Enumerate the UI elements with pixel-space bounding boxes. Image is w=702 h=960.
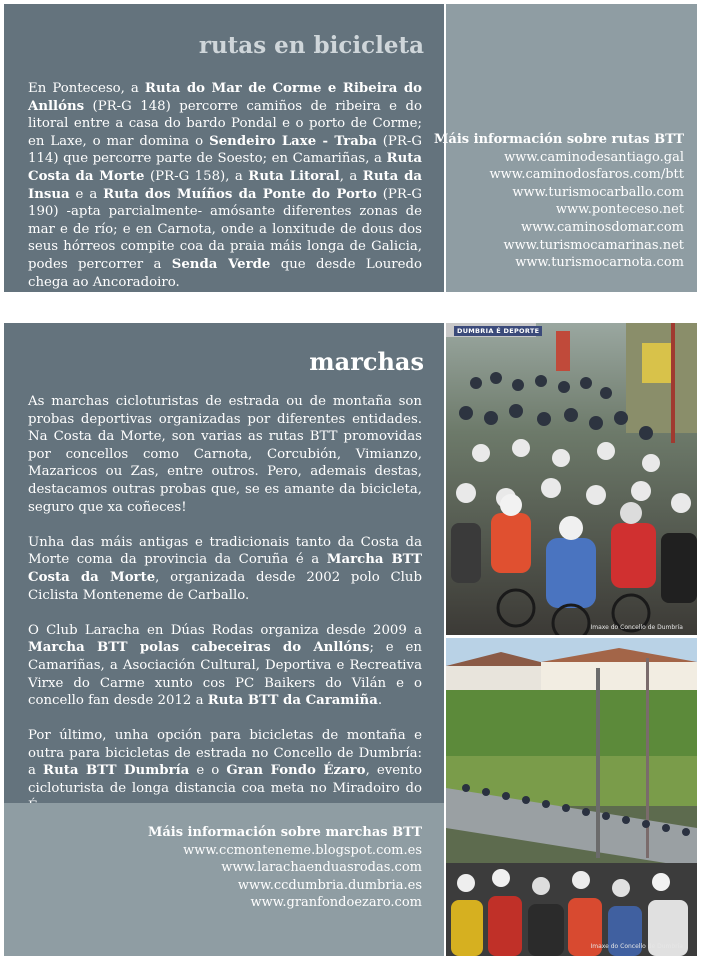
marchas-link[interactable]: www.larachaenduasrodas.com	[221, 860, 422, 876]
marchas-link[interactable]: www.ccdumbria.dumbria.es	[237, 877, 422, 893]
rutas-paragraph	[28, 80, 422, 309]
rutas-link[interactable]: www.caminodosfaros.com/btt	[489, 167, 684, 183]
road-race-illustration	[446, 638, 697, 956]
rutas-link[interactable]: www.turismocarballo.com	[512, 184, 684, 200]
bold-run: Ruta BTT da Caramiña	[207, 693, 378, 709]
cyclists-race-photo	[446, 323, 697, 635]
marchas-paragraph: O Club Laracha en Dúas Rodas organiza desde 2009 a Marcha BTT polas cabeceiras do Anllóns; e en Camariñas, a Asociación Cultural, Deportiva e Recreativa Virxe do Carme xunto cos PC Baikers do Vilán e o concello fan desde 2012 a Ruta BTT da Caramiña.	[28, 622, 422, 709]
marchas-info-panel	[4, 803, 444, 956]
marchas-link[interactable]: www.ccmonteneme.blogspot.com.es	[183, 842, 422, 858]
bold-run: Ruta Litoral	[248, 168, 340, 184]
marchas-text	[28, 393, 422, 833]
road-race-photo	[446, 638, 697, 956]
marchas-info-title: Máis información sobre marchas BTT	[147, 825, 422, 840]
bold-run: Senda Verde	[171, 256, 271, 272]
rutas-info-title: Máis información sobre rutas BTT	[434, 132, 684, 147]
rutas-link[interactable]: www.turismocarnota.com	[515, 255, 684, 271]
cyclists-race-illustration	[446, 323, 697, 635]
marchas-info-block	[148, 824, 422, 912]
bold-run: Ruta Costa da Morte	[28, 151, 422, 184]
marchas-paragraph: As marchas cicloturistas de estrada ou de montaña son probas deportivas organizadas por diferentes entidades. Na Costa da Morte, son varias as rutas BTT promovidas por concellos como Carnota, Corcubión, Vimianzo, Mazaricos ou Zas, entre outros. Pero, ademais destas, destacamos outras probas que, se es amante da bicicleta, seguro que xa coñeces!	[28, 394, 422, 515]
rutas-link[interactable]: www.turismocamarinas.net	[503, 237, 684, 253]
rutas-info-panel	[434, 4, 697, 292]
marchas-link[interactable]: www.granfondoezaro.com	[250, 895, 422, 911]
bold-run: Marcha BTT Costa da Morte	[28, 552, 423, 585]
marchas-title: marchas	[309, 347, 424, 376]
rutas-title: rutas en bicicleta	[198, 32, 424, 59]
rutas-info-block	[434, 131, 684, 272]
bold-run: Sendeiro Laxe - Traba	[209, 133, 377, 149]
bold-run: Ruta BTT Dumbría	[43, 763, 190, 779]
rutas-panel	[4, 4, 444, 292]
bold-run: Gran Fondo Ézaro	[226, 763, 366, 779]
marchas-panel	[4, 323, 444, 803]
rutas-paragraph-text: En Ponteceso, a Ruta do Mar de Corme e Ribeira do Anllóns (PR-G 148) percorre camiños de ribeira e do litoral entre a casa do bardo Pondal e o porto de Corme; en Laxe, o mar domina o Sendeiro Laxe - Traba (PR-G 114) que percorre parte de Soesto; en Camariñas, a Ruta Costa da Morte (PR-G 158), a Ruta Litoral, a Ruta da Insua e a Ruta dos Muíños da Ponte do Porto (PR-G 190) -apta parcialmente- amósante diferentes zonas de mar e de río; e en Carnota, onde a lonxitude de dous dos seus hórreos compite coa da praia máis longa de Galicia, podes percorrer a Senda Verde que desde Louredo chega ao Ancoradoiro.	[28, 81, 423, 290]
photo-banner: DUMBRIA É DEPORTE	[454, 326, 542, 336]
rutas-link[interactable]: www.caminosdomar.com	[521, 219, 684, 235]
photo-credit: Imaxe do Concello de Dumbría	[590, 943, 683, 950]
bold-run: Ruta do Mar de Corme e Ribeira do Anllóns	[28, 81, 422, 114]
rutas-link[interactable]: www.caminodesantiago.gal	[504, 149, 684, 165]
bold-run: Ruta da Insua	[28, 168, 423, 202]
rutas-link[interactable]: www.ponteceso.net	[555, 202, 684, 218]
bold-run: Marcha BTT polas cabeceiras do Anllóns	[28, 640, 370, 656]
photo-credit: Imaxe do Concello de Dumbría	[590, 624, 683, 631]
marchas-paragraph: Por último, unha opción para bicicletas de montaña e outra para bicicletas de estrada no Concello de Dumbría: a Ruta BTT Dumbría e o Gran Fondo Ézaro, evento cicloturista de longa distancia coa meta no Miradoiro do	[28, 728, 423, 797]
marchas-paragraph: Unha das máis antigas e tradicionais tanto da Costa da Morte coma da provincia da Coruña é a Marcha BTT Costa da Morte, organizada desde 2002 polo Club Ciclista Monteneme de Carballo.	[28, 534, 423, 603]
bold-run: Ruta dos Muíños da Ponte do Porto	[103, 186, 377, 202]
